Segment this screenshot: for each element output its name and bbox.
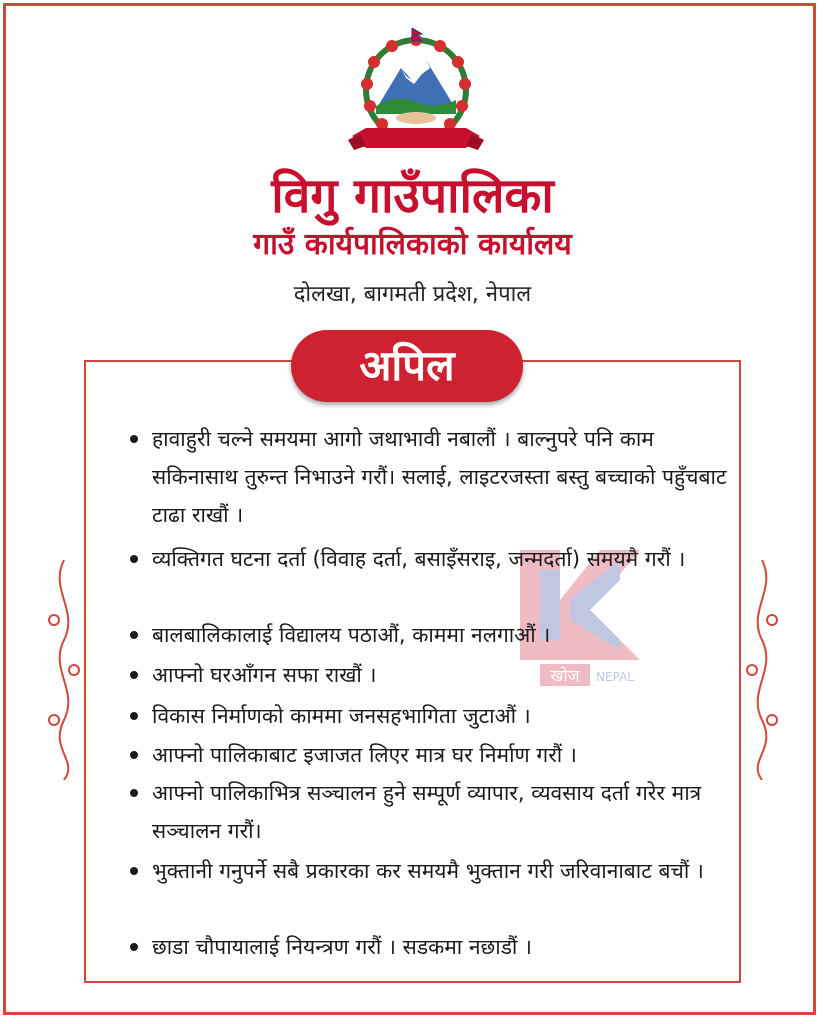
list-item: छाडा चौपायालाई नियन्त्रण गरौं । सडकमा नछाडौं ।: [118, 928, 728, 966]
bullet-icon: [130, 555, 138, 563]
nepal-emblem-icon: [346, 28, 486, 156]
bullet-icon: [130, 631, 138, 639]
ornament-right-icon: [742, 560, 782, 780]
list-item: हावाहुरी चल्ने समयमा आगो जथाभावी नबालौं । बाल्नुपरे पनि काम सकिनासाथ तुरुन्त निभाउने गरौं। सलाई, लाइटरजस्ता बस्तु बच्चाको पहुँचबाट टाढा राखौं ।: [118, 420, 728, 534]
appeal-heading: अपिल: [291, 330, 523, 402]
list-item: बालबालिकालाई विद्यालय पठाऔं, काममा नलगाऔं ।: [118, 616, 728, 654]
list-item: भुक्तानी गनुपर्ने सबै प्रकारका कर समयमै भुक्तान गरी जरिवानाबाट बचौं ।: [118, 852, 728, 890]
bullet-icon: [130, 789, 138, 797]
list-item: विकास निर्माणको काममा जनसहभागिता जुटाऔं ।: [118, 697, 728, 735]
bullet-icon: [130, 435, 138, 443]
ornament-left-icon: [44, 560, 84, 780]
bullet-icon: [130, 671, 138, 679]
watermark-subtext: NEPAL: [596, 670, 634, 684]
municipality-title: विगु गाउँपालिका: [271, 168, 554, 224]
office-title: गाउँ कार्यपालिकाको कार्यालय: [253, 227, 572, 262]
bullet-icon: [130, 943, 138, 951]
watermark-text: खोज: [550, 666, 580, 685]
list-item: आफ्नो पालिकाभित्र सञ्चालन हुने सम्पूर्ण व्यापार, व्यवसाय दर्ता गरेर मात्र सञ्चालन गरौं।: [118, 774, 728, 850]
bullet-icon: [130, 712, 138, 720]
list-item: आफ्नो पालिकाबाट इजाजत लिएर मात्र घर निर्माण गरौं ।: [118, 736, 728, 774]
bullet-icon: [130, 867, 138, 875]
address-line: दोलखा, बागमती प्रदेश, नेपाल: [293, 282, 532, 307]
list-item: व्यक्तिगत घटना दर्ता (विवाह दर्ता, बसाइँसराइ, जन्मदर्ता) समयमै गरौं ।: [118, 540, 728, 578]
list-item: आफ्नो घरआँगन सफा राखौं ।: [118, 656, 728, 694]
bullet-icon: [130, 751, 138, 759]
